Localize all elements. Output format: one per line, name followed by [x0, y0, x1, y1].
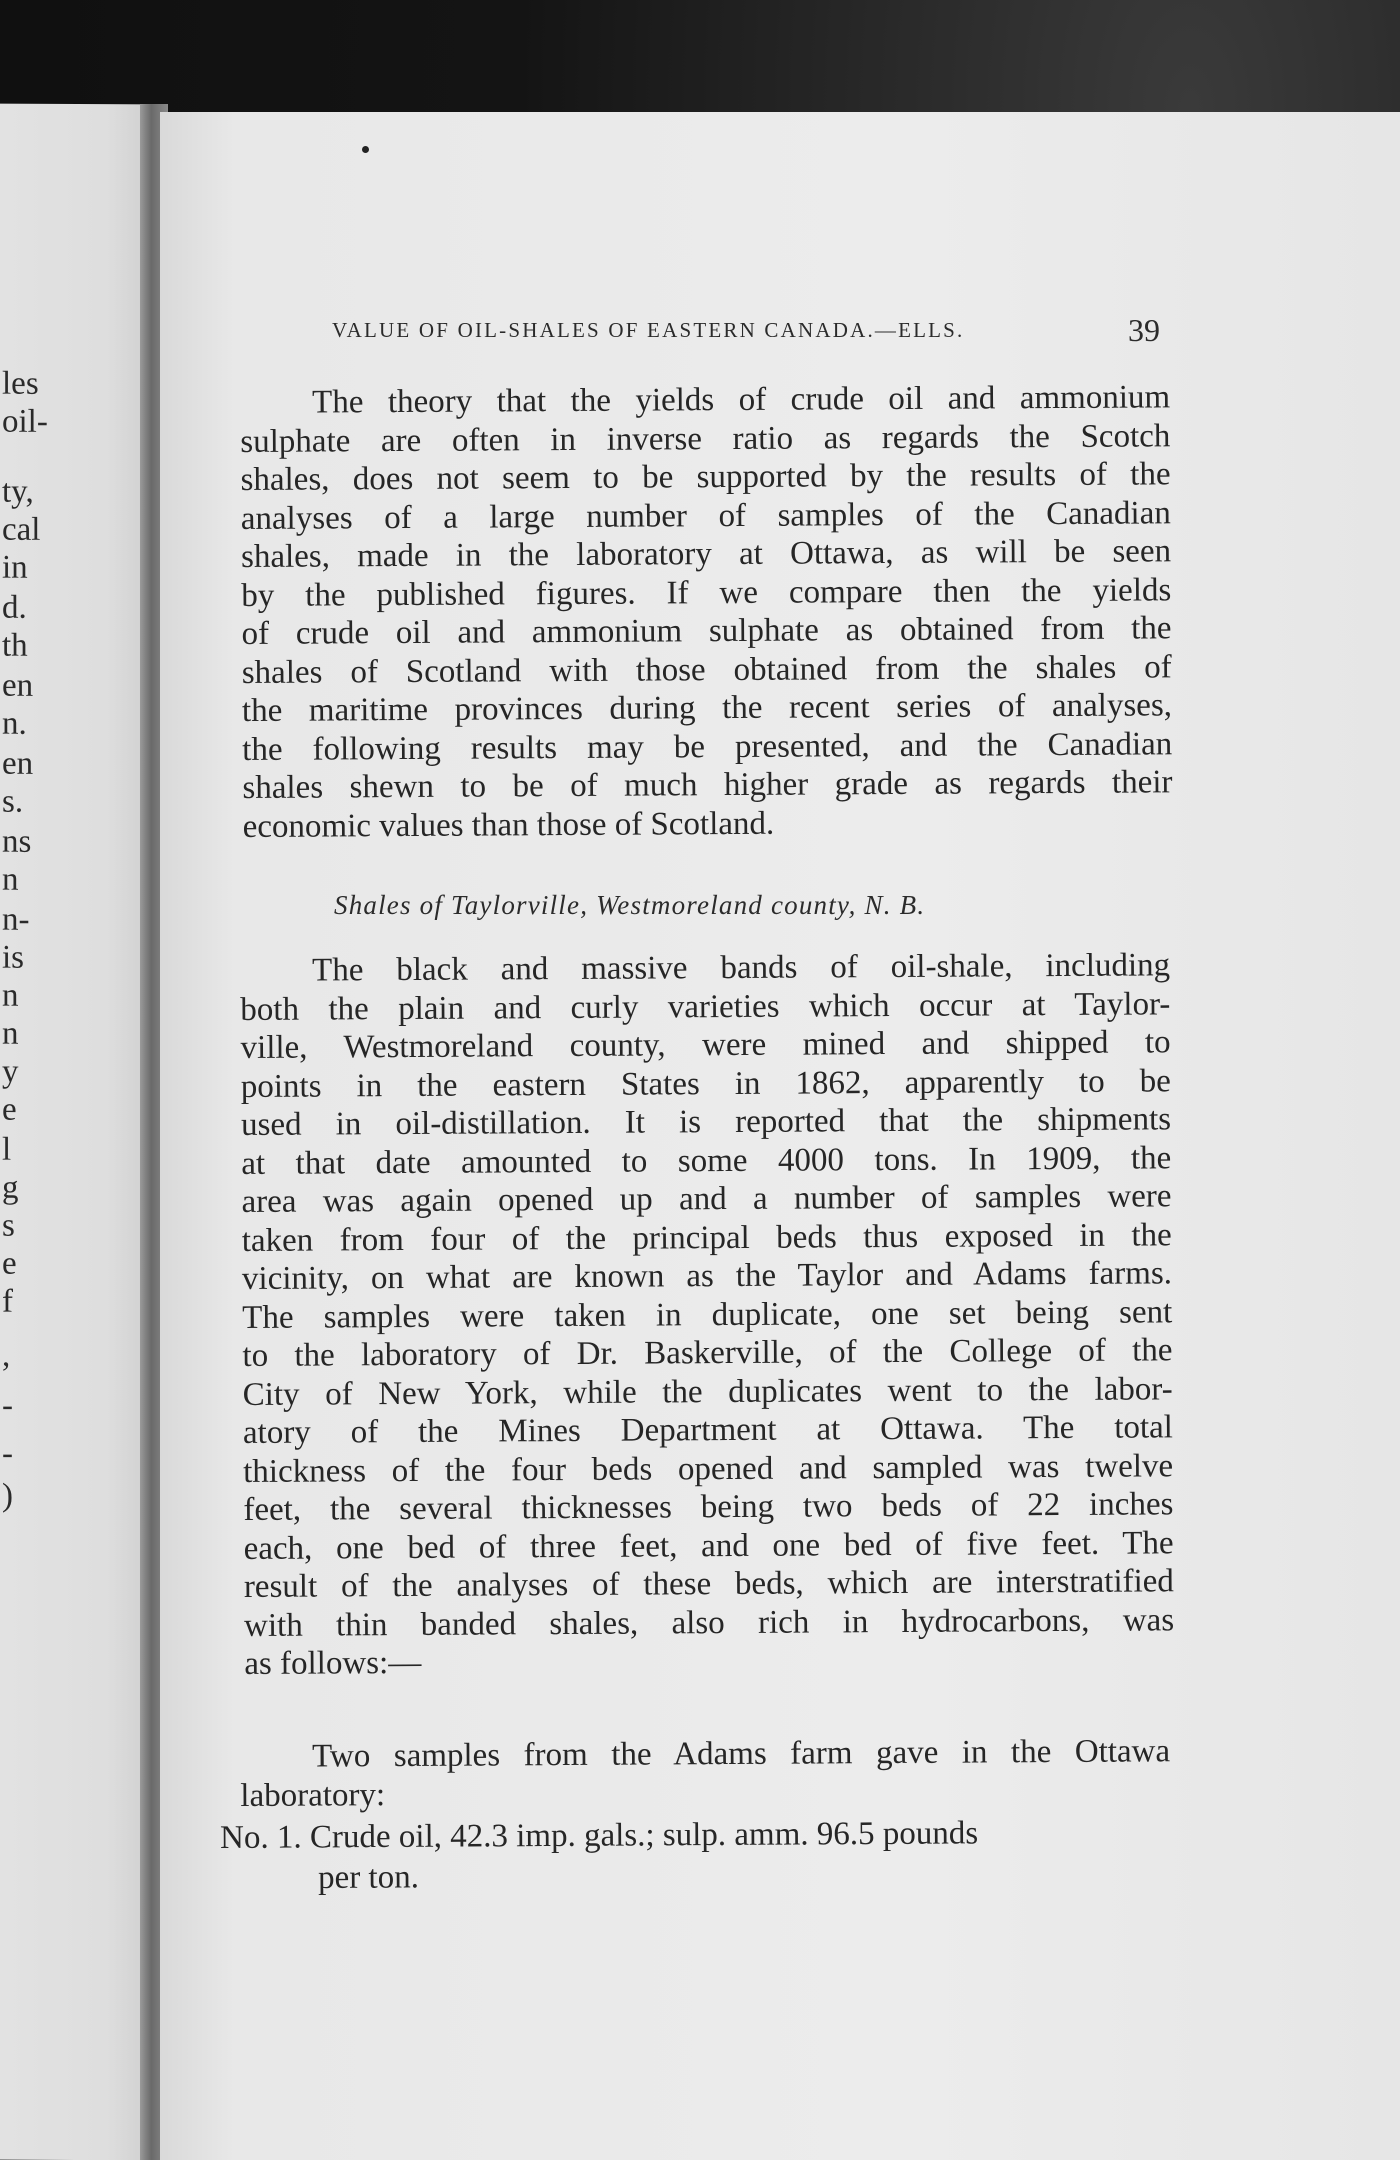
text-line: sulphate are often in inverse ratio as regards the Scotch [240, 417, 1171, 460]
sample-result-line: No. 1. Crude oil, 42.3 imp. gals.; sulp. amm. 96.5 pounds [220, 1815, 979, 1856]
left-fragment: cal [2, 511, 41, 548]
sample-result-line: per ton. [318, 1859, 420, 1896]
text-line: laboratory: [240, 1776, 386, 1814]
left-fragment: oil- [2, 403, 48, 440]
section-heading: Shales of Taylorville, Westmoreland county, N. B. [334, 890, 926, 920]
text-line: taken from four of the principal beds thus exposed in the [241, 1216, 1172, 1259]
left-fragment: l [2, 1131, 12, 1168]
text-line: both the plain and curly varieties which occur at Taylor- [240, 985, 1171, 1028]
left-fragment: e [2, 1245, 17, 1282]
text-line: points in the eastern States in 1862, apparently to be [240, 1062, 1171, 1105]
text-line: thickness of the four beds opened and sampled was twelve [243, 1447, 1174, 1490]
left-fragment: n [2, 861, 19, 898]
left-page-fragment [0, 104, 152, 2160]
left-fragment: y [2, 1053, 19, 1090]
running-head: VALUE OF OIL-SHALES OF EASTERN CANADA.—ELLS. [332, 318, 965, 342]
paragraph-taylorville [240, 946, 1174, 1683]
text-line: feet, the several thicknesses being two beds of 22 inches [243, 1486, 1174, 1528]
paragraph-adams-samples [240, 1732, 1170, 1815]
text-line: Two samples from the Adams farm gave in the Ottawa [312, 1733, 1171, 1775]
text-line: atory of the Mines Department at Ottawa. The total [242, 1409, 1174, 1451]
left-fragment: n. [2, 705, 27, 742]
text-line: the following results may be presented, and the Canadian [242, 725, 1173, 768]
left-fragment: f [2, 1283, 13, 1320]
text-line: the maritime provinces during the recent series of analyses, [241, 687, 1173, 729]
text-line: to the laboratory of Dr. Baskerville, of the College of the [242, 1332, 1173, 1374]
left-fragment: in [2, 549, 28, 586]
text-line: area was again opened up and a number of samples were [241, 1178, 1172, 1220]
left-fragment: n [2, 1015, 19, 1052]
text-line: City of New York, while the duplicates went to the labor- [242, 1370, 1173, 1413]
left-fragment: e [2, 1091, 17, 1128]
text-line: with thin banded shales, also rich in hydrocarbons, was [244, 1601, 1175, 1644]
left-fragment: les [2, 365, 39, 402]
text-line: used in oil-distillation. It is reported that the shipments [240, 1101, 1172, 1143]
text-line: economic values than those of Scotland. [242, 805, 775, 845]
text-line: result of the analyses of these beds, which are interstratified [243, 1563, 1174, 1605]
left-fragment: - [2, 1387, 13, 1424]
text-line: The black and massive bands of oil-shale, including [312, 947, 1171, 989]
text-line: ville, Westmoreland county, were mined and shipped to [240, 1024, 1171, 1066]
left-fragment: - [2, 1435, 13, 1472]
text-line: vicinity, on what are known as the Taylor and Adams farms. [241, 1255, 1173, 1297]
left-fragment: n [2, 977, 19, 1014]
left-fragment: is [2, 939, 25, 976]
left-fragment: ) [2, 1477, 13, 1514]
text-line: shales, made in the laboratory at Ottawa, as will be seen [240, 533, 1172, 575]
text-line: shales shewn to be of much higher grade as regards their [242, 764, 1173, 806]
text-line: shales, does not seem to be supported by the results of the [240, 456, 1171, 498]
text-line: of crude oil and ammonium sulphate as obtained from the [241, 610, 1172, 652]
page-number: 39 [1128, 312, 1160, 348]
left-fragment: th [2, 627, 28, 664]
left-fragment: s [2, 1207, 15, 1244]
left-fragment: ty, [2, 473, 34, 510]
left-fragment: en [2, 745, 34, 782]
left-fragment: g [2, 1169, 19, 1206]
text-line: The theory that the yields of crude oil and ammonium [312, 379, 1171, 421]
text-line: analyses of a large number of samples of the Canadian [240, 494, 1171, 537]
left-fragment: n- [2, 901, 30, 938]
left-fragment: , [2, 1337, 11, 1374]
text-line: The samples were taken in duplicate, one set being sent [242, 1293, 1173, 1336]
speck-mark [362, 146, 369, 153]
text-line: as follows:— [244, 1644, 422, 1682]
text-line: by the published figures. If we compare then the yields [241, 571, 1172, 614]
text-line: shales of Scotland with those obtained from the shales of [241, 648, 1172, 691]
left-fragment: ns [2, 823, 32, 860]
text-line: each, one bed of three feet, and one bed of five feet. The [243, 1524, 1174, 1567]
left-fragment: s. [2, 783, 24, 820]
left-fragment: en [2, 667, 34, 704]
text-line: at that date amounted to some 4000 tons. In 1909, the [241, 1139, 1172, 1182]
paragraph-theory [240, 378, 1173, 846]
left-fragment: d. [2, 589, 27, 626]
